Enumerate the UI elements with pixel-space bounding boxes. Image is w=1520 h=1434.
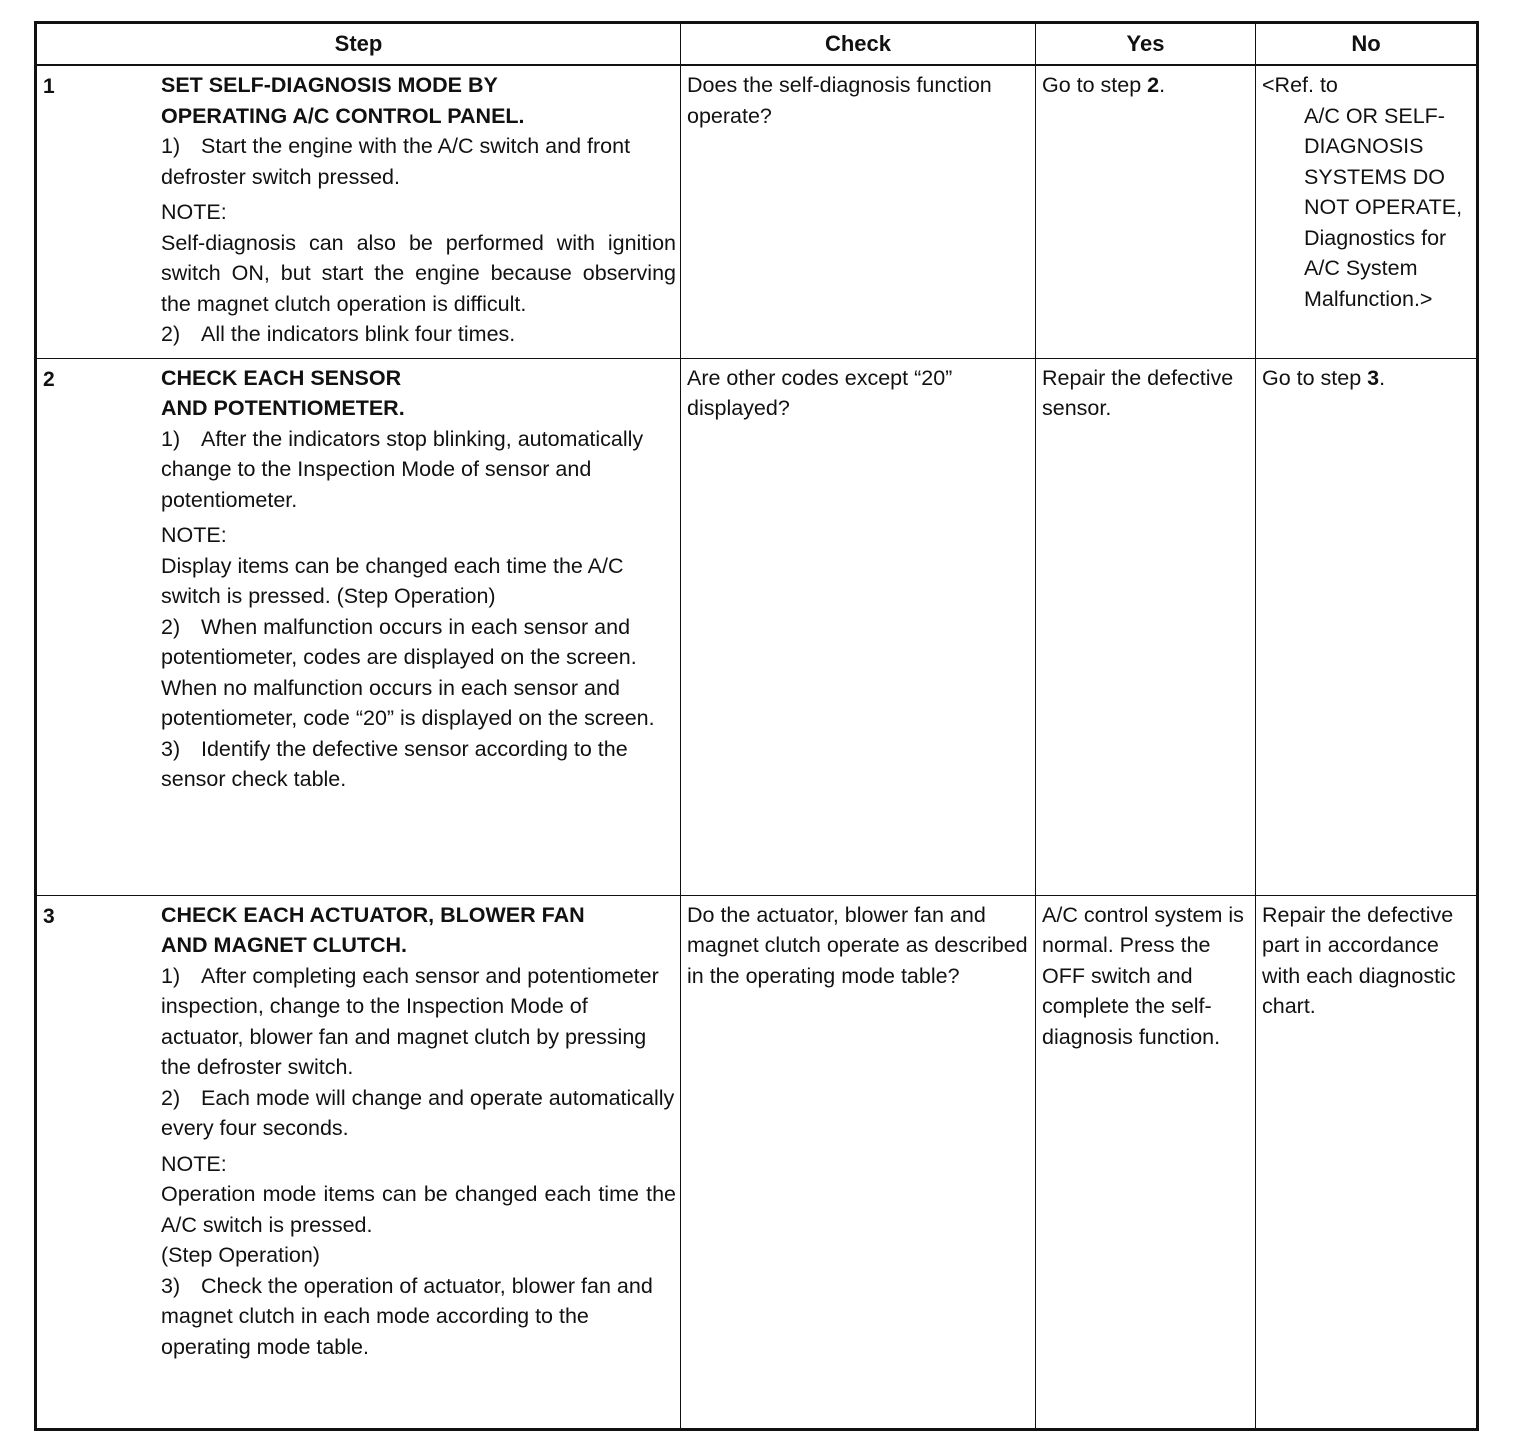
yes-cell: Repair the defective sensor. <box>1036 358 1256 895</box>
step-instruction <box>161 734 676 795</box>
step-cell <box>36 358 681 895</box>
check-cell: Do the actuator, blower fan and magnet clutch operate as described in the operating mode table? <box>681 895 1036 1429</box>
step-body <box>155 66 680 358</box>
instruction-text: Identify the defective sensor according to the sensor check table. <box>161 736 628 791</box>
instruction-number: 1) <box>161 963 181 988</box>
step-instruction <box>161 319 676 350</box>
check-cell: Are other codes except “20” displayed? <box>681 358 1036 895</box>
no-cell <box>1256 65 1478 358</box>
instruction-text: All the indicators blink four times. <box>201 322 516 346</box>
step-cell <box>36 895 681 1429</box>
instruction-text: When malfunction occurs in each sensor and potentiometer, codes are displayed on the screen. When no malfunction occurs in each sensor and potentiometer, code “20” is displayed on the screen. <box>161 614 655 730</box>
instruction-text: After the indicators stop blinking, automatically change to the Inspection Mode of sensor and potentiometer. <box>161 426 644 512</box>
no-step-ref: 3 <box>1367 365 1380 390</box>
step-body <box>155 896 680 1371</box>
step-body <box>155 359 680 803</box>
instruction-text: After completing each sensor and potentiometer inspection, change to the Inspection Mode of actuator, blower fan and magnet clutch by pressing the defroster switch. <box>161 963 659 1079</box>
note-text-continued: (Step Operation) <box>161 1243 320 1267</box>
no-suffix: . <box>1379 365 1386 390</box>
step-instruction <box>161 961 676 1083</box>
step-instruction <box>161 1083 676 1144</box>
step-instruction <box>161 612 676 734</box>
yes-cell <box>1036 65 1256 358</box>
header-step: Step <box>36 23 681 66</box>
no-cell <box>1256 358 1478 895</box>
yes-step-ref: 2 <box>1147 73 1160 97</box>
instruction-number: 1) <box>161 134 181 158</box>
step-instruction <box>161 1271 676 1363</box>
no-cell: Repair the defective part in accordance with each diagnostic chart. <box>1256 895 1478 1429</box>
step-instruction <box>161 424 676 516</box>
instruction-number: 3) <box>161 1273 181 1298</box>
no-text: Go to step <box>1262 365 1368 390</box>
instruction-number: 2) <box>161 1085 181 1110</box>
yes-text: Go to step <box>1042 73 1148 97</box>
check-cell: Does the self-diagnosis function operate? <box>681 65 1036 358</box>
table-row <box>36 895 1478 1429</box>
note-label: NOTE: <box>161 200 227 224</box>
table-row <box>36 65 1478 358</box>
step-number: 2 <box>43 367 55 391</box>
step-cell <box>36 65 681 358</box>
step-instruction <box>161 131 676 192</box>
header-yes: Yes <box>1036 23 1256 66</box>
step-number: 1 <box>43 75 55 98</box>
step-title: CHECK EACH SENSOR AND POTENTIOMETER. <box>161 365 405 420</box>
step-title: SET SELF-DIAGNOSIS MODE BY OPERATING A/C CONTROL PANEL. <box>161 73 525 128</box>
step-number: 3 <box>43 904 55 928</box>
yes-suffix: . <box>1159 73 1166 97</box>
instruction-number: 2) <box>161 614 181 639</box>
note-text: Self-diagnosis can also be performed with ignition switch ON, but start the engine because observing the magnet clutch operation is difficult. <box>161 230 676 316</box>
table-row <box>36 358 1478 895</box>
instruction-number: 1) <box>161 426 181 451</box>
step-title: CHECK EACH ACTUATOR, BLOWER FAN AND MAGNET CLUTCH. <box>161 902 585 957</box>
no-ref-text: A/C OR SELF-DIAGNOSIS SYSTEMS DO NOT OPERATE, Diagnostics for A/C System Malfunction.> <box>1304 103 1463 311</box>
instruction-text: Start the engine with the A/C switch and front defroster switch pressed. <box>161 134 631 189</box>
instruction-text: Each mode will change and operate automatically every four seconds. <box>161 1085 675 1140</box>
yes-cell: A/C control system is normal. Press the OFF switch and complete the self-diagnosis function. <box>1036 895 1256 1429</box>
diagnostic-table <box>34 21 1479 1431</box>
note-text: Operation mode items can be changed each time the A/C switch is pressed. <box>161 1182 676 1237</box>
note-label: NOTE: <box>161 1151 227 1176</box>
instruction-number: 3) <box>161 736 181 761</box>
header-no: No <box>1256 23 1478 66</box>
table-header-row <box>36 23 1478 66</box>
instruction-text: Check the operation of actuator, blower fan and magnet clutch in each mode according to the operating mode table. <box>161 1273 653 1359</box>
header-check: Check <box>681 23 1036 66</box>
no-ref-start: <Ref. to <box>1262 73 1338 97</box>
instruction-number: 2) <box>161 322 181 346</box>
note-label: NOTE: <box>161 523 227 547</box>
note-text: Display items can be changed each time the A/C switch is pressed. (Step Operation) <box>161 553 624 608</box>
